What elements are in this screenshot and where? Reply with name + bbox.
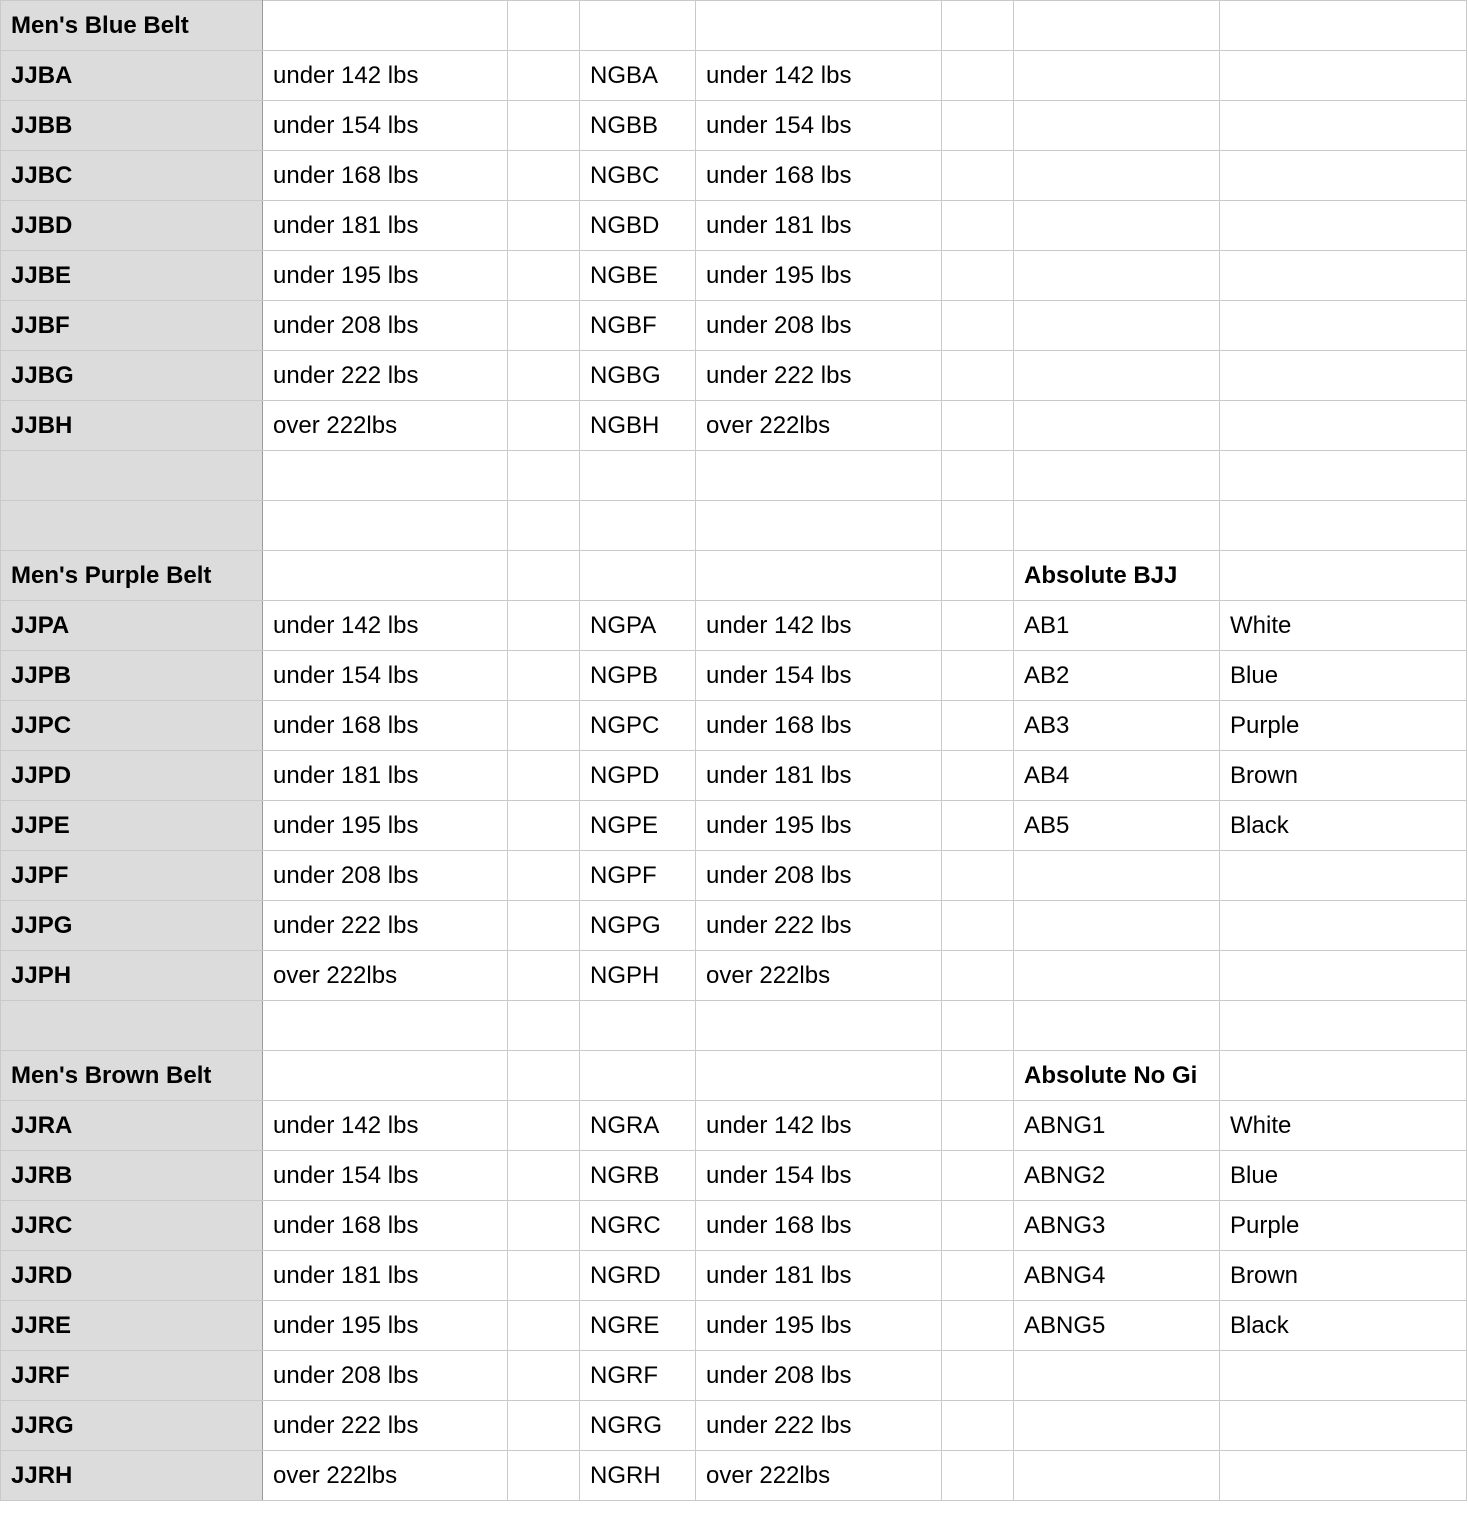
- table-cell[interactable]: [508, 1351, 580, 1401]
- table-cell[interactable]: Men's Purple Belt: [1, 551, 263, 601]
- table-cell[interactable]: NGBF: [580, 301, 696, 351]
- table-cell[interactable]: NGRE: [580, 1301, 696, 1351]
- table-cell[interactable]: [1014, 51, 1220, 101]
- table-cell[interactable]: JJRG: [1, 1401, 263, 1451]
- table-cell[interactable]: [508, 51, 580, 101]
- table-cell[interactable]: NGBD: [580, 201, 696, 251]
- table-cell[interactable]: [508, 601, 580, 651]
- table-cell[interactable]: [508, 151, 580, 201]
- table-cell[interactable]: [696, 501, 942, 551]
- table-cell[interactable]: [1014, 301, 1220, 351]
- table-cell[interactable]: [508, 251, 580, 301]
- table-cell[interactable]: NGRH: [580, 1451, 696, 1501]
- table-cell[interactable]: [1220, 301, 1467, 351]
- table-cell[interactable]: NGPG: [580, 901, 696, 951]
- table-cell[interactable]: [580, 1051, 696, 1101]
- table-cell[interactable]: Black: [1220, 1301, 1467, 1351]
- table-cell[interactable]: under 222 lbs: [263, 351, 508, 401]
- table-row: [1, 1301, 1467, 1351]
- table-cell[interactable]: [942, 1351, 1014, 1401]
- table-row: [1, 1351, 1467, 1401]
- table-cell[interactable]: [508, 101, 580, 151]
- table-cell[interactable]: under 208 lbs: [263, 851, 508, 901]
- table-cell[interactable]: over 222lbs: [263, 1451, 508, 1501]
- table-cell[interactable]: [508, 451, 580, 501]
- table-cell[interactable]: [1220, 501, 1467, 551]
- table-cell[interactable]: Brown: [1220, 751, 1467, 801]
- table-cell[interactable]: NGBG: [580, 351, 696, 401]
- table-cell[interactable]: JJPH: [1, 951, 263, 1001]
- table-cell[interactable]: [508, 1001, 580, 1051]
- table-cell[interactable]: JJBF: [1, 301, 263, 351]
- table-cell[interactable]: [1014, 401, 1220, 451]
- table-cell[interactable]: JJRF: [1, 1351, 263, 1401]
- table-row: [1, 851, 1467, 901]
- table-cell[interactable]: under 154 lbs: [263, 1151, 508, 1201]
- table-cell[interactable]: NGPB: [580, 651, 696, 701]
- table-cell[interactable]: [580, 551, 696, 601]
- table-cell[interactable]: under 208 lbs: [696, 851, 942, 901]
- table-cell[interactable]: NGBB: [580, 101, 696, 151]
- table-cell[interactable]: under 222 lbs: [263, 901, 508, 951]
- table-cell[interactable]: under 195 lbs: [263, 251, 508, 301]
- table-cell[interactable]: NGRG: [580, 1401, 696, 1451]
- table-cell[interactable]: under 181 lbs: [263, 1251, 508, 1301]
- table-cell[interactable]: [1220, 1351, 1467, 1401]
- table-cell[interactable]: [508, 1101, 580, 1151]
- table-cell[interactable]: [942, 51, 1014, 101]
- table-cell[interactable]: [942, 1, 1014, 51]
- table-cell[interactable]: JJBA: [1, 51, 263, 101]
- table-cell[interactable]: [508, 1301, 580, 1351]
- table-cell[interactable]: [942, 301, 1014, 351]
- table-cell[interactable]: NGRA: [580, 1101, 696, 1151]
- table-cell[interactable]: under 208 lbs: [696, 1351, 942, 1401]
- table-cell[interactable]: NGBC: [580, 151, 696, 201]
- table-cell[interactable]: NGPH: [580, 951, 696, 1001]
- table-cell[interactable]: under 154 lbs: [696, 651, 942, 701]
- table-cell[interactable]: over 222lbs: [696, 401, 942, 451]
- table-row: [1, 51, 1467, 101]
- table-cell[interactable]: [263, 501, 508, 551]
- table-cell[interactable]: JJRH: [1, 1451, 263, 1501]
- table-cell[interactable]: under 181 lbs: [696, 1251, 942, 1301]
- table-cell[interactable]: JJRE: [1, 1301, 263, 1351]
- table-cell[interactable]: [942, 1401, 1014, 1451]
- table-cell[interactable]: [580, 451, 696, 501]
- table-row: [1, 1101, 1467, 1151]
- table-cell[interactable]: under 222 lbs: [696, 1401, 942, 1451]
- table-cell[interactable]: [696, 1051, 942, 1101]
- table-cell[interactable]: under 154 lbs: [696, 1151, 942, 1201]
- table-cell[interactable]: [1014, 101, 1220, 151]
- table-cell[interactable]: under 222 lbs: [696, 351, 942, 401]
- table-cell[interactable]: [508, 851, 580, 901]
- table-cell[interactable]: [1014, 501, 1220, 551]
- table-cell[interactable]: NGPE: [580, 801, 696, 851]
- table-cell[interactable]: under 181 lbs: [696, 751, 942, 801]
- table-cell[interactable]: [696, 1001, 942, 1051]
- table-cell[interactable]: JJBG: [1, 351, 263, 401]
- table-cell[interactable]: [696, 1, 942, 51]
- table-cell[interactable]: JJRB: [1, 1151, 263, 1201]
- table-row: [1, 601, 1467, 651]
- table-cell[interactable]: [1014, 1351, 1220, 1401]
- table-cell[interactable]: JJBE: [1, 251, 263, 301]
- table-cell[interactable]: [508, 701, 580, 751]
- table-cell[interactable]: NGRD: [580, 1251, 696, 1301]
- table-row: [1, 1151, 1467, 1201]
- table-cell[interactable]: [1014, 1451, 1220, 1501]
- table-cell[interactable]: Black: [1220, 801, 1467, 851]
- table-cell[interactable]: Blue: [1220, 1151, 1467, 1201]
- table-cell[interactable]: [1014, 901, 1220, 951]
- table-cell[interactable]: AB4: [1014, 751, 1220, 801]
- table-cell[interactable]: [508, 801, 580, 851]
- table-cell[interactable]: [942, 1451, 1014, 1501]
- table-cell[interactable]: [508, 1451, 580, 1501]
- table-cell[interactable]: [696, 551, 942, 601]
- table-cell[interactable]: Absolute BJJ: [1014, 551, 1220, 601]
- table-cell[interactable]: AB1: [1014, 601, 1220, 651]
- table-cell[interactable]: [942, 1201, 1014, 1251]
- table-cell[interactable]: Purple: [1220, 1201, 1467, 1251]
- table-cell[interactable]: under 142 lbs: [263, 601, 508, 651]
- table-cell[interactable]: under 142 lbs: [696, 51, 942, 101]
- table-cell[interactable]: [1220, 901, 1467, 951]
- table-row: [1, 151, 1467, 201]
- table-cell[interactable]: [1220, 401, 1467, 451]
- table-cell[interactable]: AB2: [1014, 651, 1220, 701]
- table-cell[interactable]: NGPD: [580, 751, 696, 801]
- table-cell[interactable]: [508, 401, 580, 451]
- table-cell[interactable]: [1220, 551, 1467, 601]
- table-cell[interactable]: [1220, 1, 1467, 51]
- table-cell[interactable]: NGRC: [580, 1201, 696, 1251]
- table-cell[interactable]: [1014, 1401, 1220, 1451]
- table-cell[interactable]: [942, 1251, 1014, 1301]
- table-cell[interactable]: Men's Blue Belt: [1, 1, 263, 51]
- table-row: [1, 251, 1467, 301]
- table-cell[interactable]: [942, 951, 1014, 1001]
- table-cell[interactable]: [1220, 1051, 1467, 1101]
- table-row: [1, 901, 1467, 951]
- table-cell[interactable]: [580, 1001, 696, 1051]
- table-cell[interactable]: JJPC: [1, 701, 263, 751]
- table-cell[interactable]: over 222lbs: [696, 1451, 942, 1501]
- table-cell[interactable]: [1014, 951, 1220, 1001]
- table-row: [1, 951, 1467, 1001]
- table-cell[interactable]: over 222lbs: [696, 951, 942, 1001]
- table-cell[interactable]: under 181 lbs: [696, 201, 942, 251]
- table-cell[interactable]: NGPC: [580, 701, 696, 751]
- table-cell[interactable]: under 195 lbs: [696, 251, 942, 301]
- spreadsheet-body: [1, 1, 1467, 1501]
- table-cell[interactable]: JJPB: [1, 651, 263, 701]
- table-cell[interactable]: under 208 lbs: [263, 1351, 508, 1401]
- table-cell[interactable]: [942, 201, 1014, 251]
- table-cell[interactable]: JJBC: [1, 151, 263, 201]
- table-cell[interactable]: [1, 501, 263, 551]
- table-cell[interactable]: JJBD: [1, 201, 263, 251]
- table-cell[interactable]: [696, 451, 942, 501]
- table-cell[interactable]: [942, 401, 1014, 451]
- table-cell[interactable]: NGRB: [580, 1151, 696, 1201]
- table-cell[interactable]: NGPA: [580, 601, 696, 651]
- table-row: [1, 1401, 1467, 1451]
- table-cell[interactable]: under 154 lbs: [263, 651, 508, 701]
- table-cell[interactable]: NGRF: [580, 1351, 696, 1401]
- table-cell[interactable]: [1220, 1451, 1467, 1501]
- table-row: [1, 751, 1467, 801]
- table-cell[interactable]: under 142 lbs: [263, 51, 508, 101]
- table-cell[interactable]: [508, 1151, 580, 1201]
- table-cell[interactable]: [1220, 151, 1467, 201]
- table-cell[interactable]: [1, 451, 263, 501]
- table-cell[interactable]: JJPG: [1, 901, 263, 951]
- table-cell[interactable]: White: [1220, 1101, 1467, 1151]
- table-cell[interactable]: [942, 1051, 1014, 1101]
- table-cell[interactable]: [263, 1001, 508, 1051]
- table-row: [1, 101, 1467, 151]
- table-row: [1, 1201, 1467, 1251]
- table-cell[interactable]: [1014, 851, 1220, 901]
- table-row: [1, 401, 1467, 451]
- table-cell[interactable]: JJPD: [1, 751, 263, 801]
- table-cell[interactable]: under 142 lbs: [696, 1101, 942, 1151]
- table-cell[interactable]: [508, 301, 580, 351]
- table-cell[interactable]: under 222 lbs: [696, 901, 942, 951]
- table-cell[interactable]: under 208 lbs: [696, 301, 942, 351]
- table-row: [1, 1451, 1467, 1501]
- table-cell[interactable]: NGBA: [580, 51, 696, 101]
- table-cell[interactable]: [1014, 251, 1220, 301]
- table-cell[interactable]: JJRC: [1, 1201, 263, 1251]
- table-cell[interactable]: under 208 lbs: [263, 301, 508, 351]
- table-cell[interactable]: [942, 501, 1014, 551]
- table-cell[interactable]: [942, 751, 1014, 801]
- table-cell[interactable]: under 168 lbs: [263, 1201, 508, 1251]
- table-cell[interactable]: [942, 251, 1014, 301]
- table-row: [1, 1251, 1467, 1301]
- table-cell[interactable]: [1014, 451, 1220, 501]
- table-cell[interactable]: ABNG2: [1014, 1151, 1220, 1201]
- table-cell[interactable]: under 181 lbs: [263, 201, 508, 251]
- table-cell[interactable]: under 142 lbs: [696, 601, 942, 651]
- table-cell[interactable]: over 222lbs: [263, 401, 508, 451]
- table-cell[interactable]: [1014, 1, 1220, 51]
- table-cell[interactable]: AB5: [1014, 801, 1220, 851]
- table-cell[interactable]: [942, 1101, 1014, 1151]
- table-cell[interactable]: White: [1220, 601, 1467, 651]
- table-cell[interactable]: under 222 lbs: [263, 1401, 508, 1451]
- table-cell[interactable]: [942, 651, 1014, 701]
- table-cell[interactable]: [1220, 251, 1467, 301]
- table-cell[interactable]: [1014, 1001, 1220, 1051]
- table-cell[interactable]: [263, 551, 508, 601]
- table-cell[interactable]: [942, 351, 1014, 401]
- table-row: [1, 551, 1467, 601]
- table-cell[interactable]: under 195 lbs: [696, 1301, 942, 1351]
- table-cell[interactable]: NGPF: [580, 851, 696, 901]
- table-cell[interactable]: AB3: [1014, 701, 1220, 751]
- table-cell[interactable]: JJPE: [1, 801, 263, 851]
- table-cell[interactable]: [1014, 201, 1220, 251]
- table-cell[interactable]: [1220, 51, 1467, 101]
- table-cell[interactable]: [942, 151, 1014, 201]
- table-cell[interactable]: [508, 351, 580, 401]
- table-cell[interactable]: JJBH: [1, 401, 263, 451]
- table-cell[interactable]: [1014, 151, 1220, 201]
- table-cell[interactable]: [263, 1, 508, 51]
- table-cell[interactable]: under 168 lbs: [696, 151, 942, 201]
- table-cell[interactable]: [1220, 1001, 1467, 1051]
- table-cell[interactable]: [1220, 101, 1467, 151]
- table-cell[interactable]: JJRA: [1, 1101, 263, 1151]
- table-row: [1, 1, 1467, 51]
- table-cell[interactable]: [942, 901, 1014, 951]
- table-row: [1, 451, 1467, 501]
- table-cell[interactable]: [1220, 1401, 1467, 1451]
- table-row: [1, 1001, 1467, 1051]
- table-cell[interactable]: [942, 801, 1014, 851]
- table-row: [1, 701, 1467, 751]
- table-cell[interactable]: Brown: [1220, 1251, 1467, 1301]
- table-cell[interactable]: under 195 lbs: [263, 801, 508, 851]
- table-cell[interactable]: over 222lbs: [263, 951, 508, 1001]
- table-cell[interactable]: under 168 lbs: [263, 701, 508, 751]
- table-cell[interactable]: under 154 lbs: [263, 101, 508, 151]
- table-cell[interactable]: [508, 751, 580, 801]
- table-cell[interactable]: under 181 lbs: [263, 751, 508, 801]
- table-cell[interactable]: [580, 501, 696, 551]
- table-cell[interactable]: [580, 1, 696, 51]
- table-row: [1, 1051, 1467, 1101]
- table-cell[interactable]: [508, 1401, 580, 1451]
- table-cell[interactable]: [508, 1051, 580, 1101]
- table-row: [1, 201, 1467, 251]
- table-cell[interactable]: [508, 901, 580, 951]
- table-cell[interactable]: [508, 1201, 580, 1251]
- table-row: [1, 351, 1467, 401]
- table-cell[interactable]: NGBH: [580, 401, 696, 451]
- table-cell[interactable]: [508, 1, 580, 51]
- table-cell[interactable]: [1220, 201, 1467, 251]
- table-row: [1, 801, 1467, 851]
- table-cell[interactable]: [942, 701, 1014, 751]
- table-cell[interactable]: [942, 451, 1014, 501]
- table-row: [1, 501, 1467, 551]
- table-row: [1, 301, 1467, 351]
- table-cell[interactable]: under 168 lbs: [696, 1201, 942, 1251]
- table-cell[interactable]: [508, 501, 580, 551]
- table-cell[interactable]: [508, 951, 580, 1001]
- table-cell[interactable]: [263, 1051, 508, 1101]
- table-cell[interactable]: Men's Brown Belt: [1, 1051, 263, 1101]
- table-cell[interactable]: NGBE: [580, 251, 696, 301]
- table-cell[interactable]: under 142 lbs: [263, 1101, 508, 1151]
- table-cell[interactable]: [263, 451, 508, 501]
- table-cell[interactable]: Absolute No Gi: [1014, 1051, 1220, 1101]
- table-cell[interactable]: ABNG4: [1014, 1251, 1220, 1301]
- table-cell[interactable]: [1, 1001, 263, 1051]
- table-cell[interactable]: [942, 101, 1014, 151]
- table-cell[interactable]: [1220, 351, 1467, 401]
- table-cell[interactable]: [942, 601, 1014, 651]
- table-cell[interactable]: [508, 551, 580, 601]
- table-cell[interactable]: Purple: [1220, 701, 1467, 751]
- table-cell[interactable]: ABNG3: [1014, 1201, 1220, 1251]
- table-cell[interactable]: [942, 1301, 1014, 1351]
- table-cell[interactable]: ABNG5: [1014, 1301, 1220, 1351]
- table-cell[interactable]: under 154 lbs: [696, 101, 942, 151]
- table-cell[interactable]: [1220, 951, 1467, 1001]
- table-cell[interactable]: Blue: [1220, 651, 1467, 701]
- table-cell[interactable]: [942, 551, 1014, 601]
- table-cell[interactable]: [508, 1251, 580, 1301]
- table-cell[interactable]: [1220, 451, 1467, 501]
- table-row: [1, 651, 1467, 701]
- table-cell[interactable]: JJPA: [1, 601, 263, 651]
- table-cell[interactable]: [508, 651, 580, 701]
- table-cell[interactable]: under 168 lbs: [263, 151, 508, 201]
- table-cell[interactable]: [508, 201, 580, 251]
- table-cell[interactable]: [942, 1151, 1014, 1201]
- table-cell[interactable]: JJPF: [1, 851, 263, 901]
- table-cell[interactable]: [1014, 351, 1220, 401]
- table-cell[interactable]: [942, 851, 1014, 901]
- table-cell[interactable]: under 168 lbs: [696, 701, 942, 751]
- table-cell[interactable]: [1220, 851, 1467, 901]
- table-cell[interactable]: JJBB: [1, 101, 263, 151]
- table-cell[interactable]: [942, 1001, 1014, 1051]
- table-cell[interactable]: under 195 lbs: [696, 801, 942, 851]
- table-cell[interactable]: under 195 lbs: [263, 1301, 508, 1351]
- table-cell[interactable]: ABNG1: [1014, 1101, 1220, 1151]
- table-cell[interactable]: JJRD: [1, 1251, 263, 1301]
